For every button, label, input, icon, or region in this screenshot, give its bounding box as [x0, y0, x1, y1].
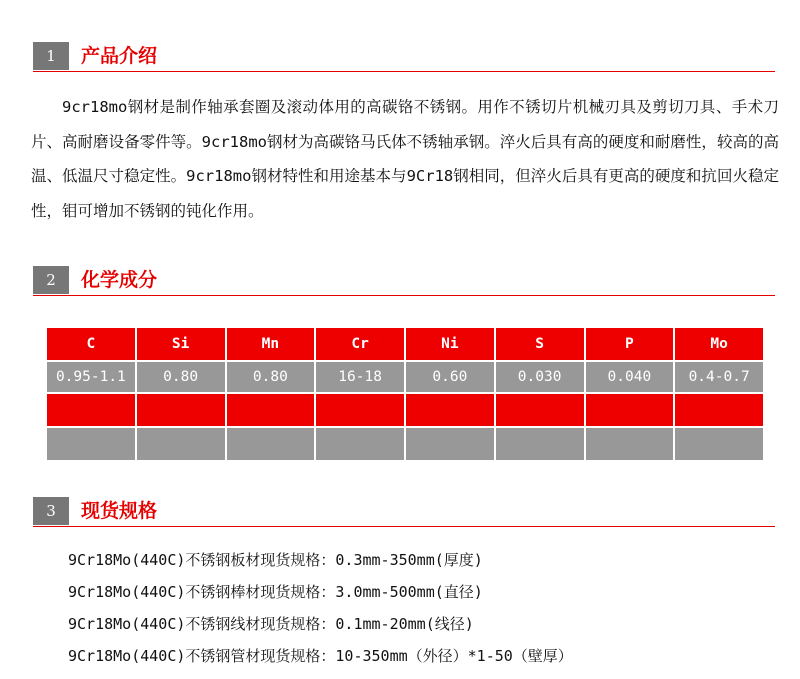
section-header-intro — [33, 42, 775, 72]
spec-item-tube: 9Cr18Mo(440C)不锈钢管材现货规格：10-350mm（外径）*1-50（壁厚） — [68, 647, 573, 665]
empty-cell — [496, 428, 584, 460]
empty-cell — [137, 394, 225, 426]
section-number-badge: 1 — [33, 42, 69, 70]
value-cell-c: 0.95-1.1 — [47, 362, 135, 392]
section-title-intro: 产品介绍 — [81, 45, 158, 67]
header-cell-c: C — [47, 328, 135, 360]
empty-cell — [675, 428, 763, 460]
empty-cell — [137, 428, 225, 460]
spec-item-bar: 9Cr18Mo(440C)不锈钢棒材现货规格：3.0mm-500mm(直径) — [68, 583, 483, 601]
empty-cell — [227, 428, 315, 460]
empty-cell — [47, 428, 135, 460]
intro-paragraph: 9cr18mo钢材是制作轴承套圈及滚动体用的高碳铬不锈钢。用作不锈切片机械刃具及剪切刀具、手术刀片、高耐磨设备零件等。9cr18mo钢材为高碳铬马氏体不锈轴承钢。淬火后具有高的硬度和耐磨性，较高的高温、低温尺寸稳定性。9cr18mo钢材特性和用途基本与9Cr18钢相同，但淬火后具有更高的硬度和抗回火稳定性，钼可增加不锈钢的钝化作用。 — [31, 98, 779, 220]
table-row-empty-gray — [47, 428, 763, 460]
stock-spec-list — [68, 544, 573, 672]
value-cell-ni: 0.60 — [406, 362, 494, 392]
empty-cell — [316, 394, 404, 426]
empty-cell — [496, 394, 584, 426]
empty-cell — [316, 428, 404, 460]
header-cell-ni: Ni — [406, 328, 494, 360]
section-title-stock: 现货规格 — [81, 500, 158, 522]
empty-cell — [406, 394, 494, 426]
header-cell-mo: Mo — [675, 328, 763, 360]
value-cell-p: 0.040 — [586, 362, 674, 392]
section-header-chemistry — [33, 266, 775, 296]
header-cell-si: Si — [137, 328, 225, 360]
section-number-badge: 2 — [33, 266, 69, 294]
chemical-composition-table — [45, 326, 765, 462]
section-divider — [33, 295, 775, 296]
header-cell-mn: Mn — [227, 328, 315, 360]
header-cell-p: P — [586, 328, 674, 360]
spec-item-wire: 9Cr18Mo(440C)不锈钢线材现货规格：0.1mm-20mm(线径) — [68, 615, 474, 633]
section-number-badge: 3 — [33, 497, 69, 525]
empty-cell — [675, 394, 763, 426]
section-divider — [33, 71, 775, 72]
section-divider — [33, 526, 775, 527]
value-cell-cr: 16-18 — [316, 362, 404, 392]
table-row-empty-red — [47, 394, 763, 426]
section-header-stock — [33, 497, 775, 527]
value-cell-s: 0.030 — [496, 362, 584, 392]
table-row-values — [47, 362, 763, 392]
value-cell-mo: 0.4-0.7 — [675, 362, 763, 392]
spec-item-plate: 9Cr18Mo(440C)不锈钢板材现货规格：0.3mm-350mm(厚度) — [68, 551, 483, 569]
empty-cell — [47, 394, 135, 426]
section-title-chemistry: 化学成分 — [81, 269, 158, 291]
table-header-row — [47, 328, 763, 360]
empty-cell — [586, 428, 674, 460]
empty-cell — [406, 428, 494, 460]
header-cell-cr: Cr — [316, 328, 404, 360]
value-cell-mn: 0.80 — [227, 362, 315, 392]
header-cell-s: S — [496, 328, 584, 360]
empty-cell — [227, 394, 315, 426]
empty-cell — [586, 394, 674, 426]
value-cell-si: 0.80 — [137, 362, 225, 392]
